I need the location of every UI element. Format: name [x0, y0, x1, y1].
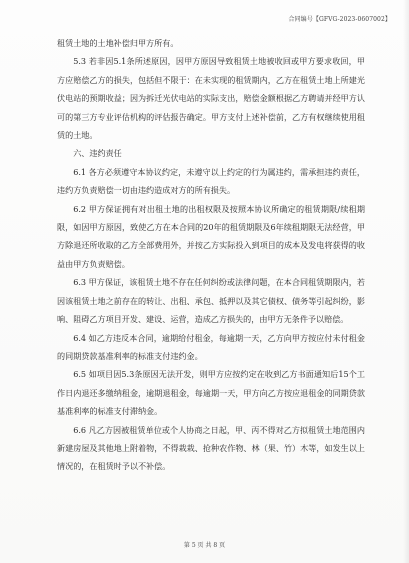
clause-6-3: 6.3 甲方保证，该租赁土地不存在任何纠纷或法律问题，在本合同租赁期限内，若因该租赁土地之前存在的转让、出租、承包、抵押以及其它债权、债务等引起纠纷，影响、阻碍乙方项目开发、建设、运营，造成乙方损失的，由甲方无条件予以赔偿。 [57, 277, 365, 325]
paragraph-land-compensation: 租赁土地的土地补偿归甲方所有。 [57, 38, 179, 48]
contract-number: 合同编号【GFVG-2023-0607002】 [288, 16, 391, 23]
clause-6-2: 6.2 甲方保证拥有对出租土地的出租权限及按照本协议所确定的租赁期限/续租期限，如因甲方原因，致使乙方在本合同的20年的租赁期限及6年续租期限无法经营，甲方除退还所收取的乙方全部费用外，并按乙方实际投入到项目的成本及发电将获得的收益由甲方负责赔偿。 [57, 203, 365, 269]
clause-6-5: 6.5 如项目因5.3条原因无法开发，则甲方应按约定在收到乙方书面通知后15个工作日内退还多缴纳租金，逾期退租金，每逾期一天，甲方向乙方按应退租金的同期贷款基准利率的标准支付滞纳金。 [57, 369, 365, 417]
page-number: 第 5 页 共 8 页 [183, 542, 226, 549]
section-heading-breach-liability: 六、违约责任 [73, 148, 122, 159]
page-edge-shadow [403, 0, 409, 563]
contract-body [57, 34, 365, 476]
clause-6-6: 6.6 凡乙方因被租赁单位或个人协商之日起，甲、丙不得对乙方拟租赁土地范围内新建房屋及其他地上附着物，不得栽栽、抢种农作物、林（果、竹）木等，如发生以上情况的，在租赁时予以不补偿。 [57, 424, 365, 472]
clause-5-3: 5.3 若非因5.1条所述原因，因甲方原因导致租赁土地被收回或甲方要求收回，甲方应赔偿乙方的损失，包括但不限于：在未实现的租赁期内，乙方在租赁土地上所建光伏电站的预期收益；因为拆迁光伏电站的实际支出，赔偿金额根据乙方聘请并经甲方认可的第三方专业评估机构的评估报告确定。甲方支付上述补偿前，乙方有权继续使用租赁的土地。 [57, 56, 365, 141]
clause-6-1: 6.1 各方必须遵守本协议约定，未遵守以上约定的行为属违约，需承担违约责任，违约方负责赔偿一切由违约造成对方的所有损失。 [57, 166, 365, 196]
clause-6-4: 6.4 如乙方违反本合同，逾期给付租金，每逾期一天，乙方向甲方按应付未付租金的同期贷款基准利率的标准支付违约金。 [57, 332, 365, 361]
